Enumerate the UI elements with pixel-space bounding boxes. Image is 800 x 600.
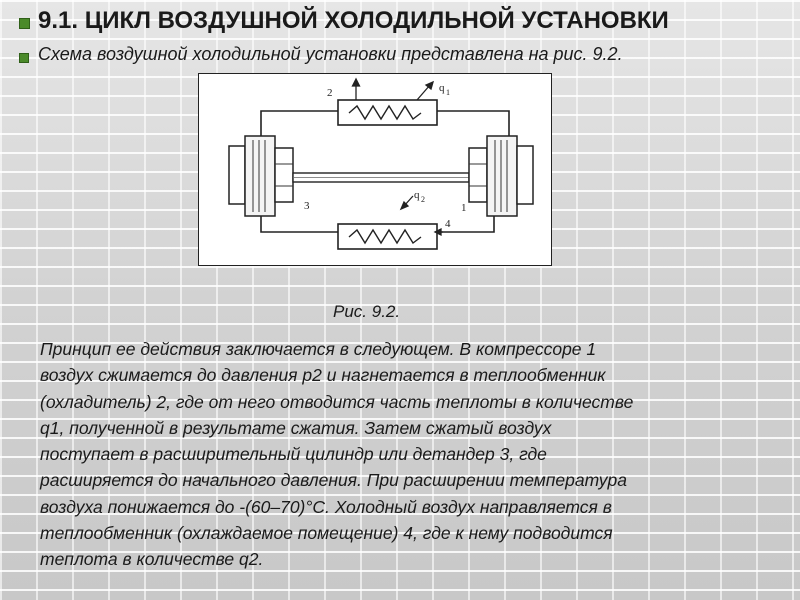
heat-exchanger-top [338,100,437,125]
heat-exchanger-bottom [338,224,437,249]
label-1: 1 [461,202,467,214]
shaft [293,173,469,182]
label-4: 4 [445,218,451,230]
compressor [469,136,533,216]
label-q1: q [439,82,445,94]
body-line: (охладитель) 2, где от него отводится часть теплоты в количестве [40,391,634,412]
label-q2: q [414,189,420,201]
body-line: q1, полученной в результате сжатия. Затем сжатый воздух [40,417,552,438]
refrigeration-scheme-figure [198,73,552,266]
slide-subtitle: Схема воздушной холодильной установки представлена на рис. 9.2. [38,44,623,64]
figure-caption: Рис. 9.2. [333,302,401,321]
body-line: воздуха понижается до -(60–70)°С. Холодный воздух направляется в [40,496,612,517]
label-q2-sub: 2 [421,195,425,204]
body-line: поступает в расширительный цилиндр или детандер 3, где [40,444,547,465]
label-q1-sub: 1 [446,88,450,97]
body-line: Принцип ее действия заключается в следующем. В компрессоре 1 [40,339,597,359]
slide-title: 9.1. ЦИКЛ ВОЗДУШНОЙ ХОЛОДИЛЬНОЙ УСТАНОВКИ [38,7,669,34]
body-paragraph [40,336,780,573]
body-line: теплота в количестве q2. [40,549,264,570]
body-line: теплообменник (охлаждаемое помещение) 4, где к нему подводится [40,523,613,544]
body-line: расширяется до начального давления. При расширении температура [40,470,628,491]
subtitle-bullet-icon [19,53,29,63]
title-bullet-icon [19,18,30,29]
label-3: 3 [304,200,310,212]
expander-cylinder [229,136,293,216]
label-2: 2 [327,87,333,99]
body-line: воздух сжимается до давления p2 и нагнетается в теплообменник [40,365,606,386]
scheme-diagram [199,74,551,265]
